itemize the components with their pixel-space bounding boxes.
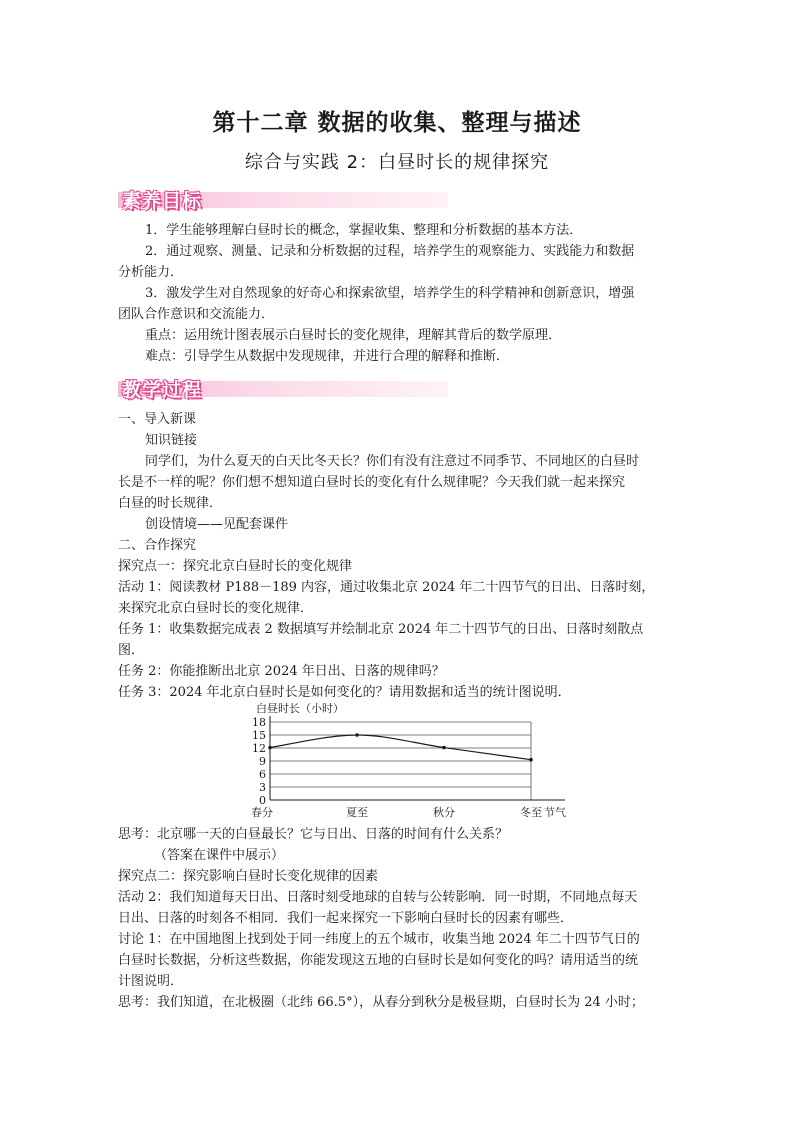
task-1: 任务 1：收集数据完成表 2 数据填写并绘制北京 2024 年二十四节气的日出、日落时刻散点 <box>118 622 644 637</box>
think-question-1: 思考：北京哪一天的白昼最长？它与日出、日落的时间有什么关系？ <box>118 827 509 842</box>
goals-section <box>118 220 678 367</box>
y-axis-label: 白昼时长（小时） <box>256 702 344 715</box>
data-point <box>442 746 446 750</box>
series-line <box>270 735 531 760</box>
process-banner <box>118 375 448 401</box>
daylight-chart <box>225 700 585 825</box>
scenario-note: 创设情境——见配套课件 <box>145 517 289 532</box>
process-banner-label: 教学过程 <box>122 379 203 401</box>
section-heading-explore: 二、合作探究 <box>118 538 197 553</box>
activity-2: 日出、日落的时刻各不相同．我们一起来探究一下影响白昼时长的因素有哪些． <box>118 911 574 926</box>
intro-paragraph: 长是不一样的呢？你们想不想知道白昼时长的变化有什么规律呢？今天我们就一起来探究 <box>118 475 626 490</box>
process-section-top <box>118 409 678 703</box>
data-point <box>355 733 359 737</box>
x-tick-label: 春分 <box>251 806 273 819</box>
chapter-title: 第十二章 数据的收集、整理与描述 <box>212 110 582 136</box>
goal-item: 分析能力． <box>118 265 184 280</box>
process-section-bottom <box>118 824 678 1013</box>
discussion-1: 白昼时长数据，分析这些数据，你能发现这五地的白昼时长是如何变化的吗？请用适当的统 <box>118 953 639 968</box>
difficulty-point: 难点：引导学生从数据中发现规律，并进行合理的解释和推断． <box>145 349 510 364</box>
x-tick-label: 秋分 <box>433 806 455 819</box>
x-tick-label: 冬至 <box>520 806 542 819</box>
chart-labels <box>251 701 566 819</box>
y-tick-label: 18 <box>252 716 266 729</box>
y-tick-label: 9 <box>259 755 266 768</box>
answer-note: （答案在课件中展示） <box>154 848 285 863</box>
y-tick-label: 15 <box>252 729 266 742</box>
explore-point-1: 探究点一：探究北京白昼时长的变化规律 <box>118 559 353 574</box>
goal-item: 团队合作意识和交流能力． <box>118 307 275 322</box>
x-tick-label: 夏至 <box>346 806 368 819</box>
chart-series <box>268 733 533 761</box>
task-3: 任务 3：2024 年北京白昼时长是如何变化的？请用数据和适当的统计图说明． <box>118 685 571 700</box>
goal-item: 1．学生能够理解白昼时长的概念，掌握收集、整理和分析数据的基本方法． <box>145 223 583 238</box>
y-tick-label: 0 <box>259 794 266 807</box>
data-point <box>529 758 533 762</box>
knowledge-link: 知识链接 <box>145 433 198 448</box>
discussion-1: 计图说明． <box>118 974 184 989</box>
goal-item: 3．激发学生对自然现象的好奇心和探索欲望，培养学生的科学精神和创新意识，增强 <box>145 286 635 301</box>
task-2: 任务 2：你能推断出北京 2024 年日出、日落的规律吗？ <box>118 664 445 679</box>
goal-item: 2．通过观察、测量、记录和分析数据的过程，培养学生的观察能力、实践能力和数据 <box>145 244 635 259</box>
intro-paragraph: 白昼的时长规律． <box>118 496 223 511</box>
goals-banner-label: 素养目标 <box>122 190 203 212</box>
discussion-1: 讨论 1：在中国地图上找到处于同一纬度上的五个城市，收集当地 2024 年二十四节气日的 <box>118 932 640 947</box>
chart-grid <box>270 722 531 800</box>
activity-1: 来探究北京白昼时长的变化规律． <box>118 601 314 616</box>
task-1: 图． <box>118 643 145 658</box>
activity-2: 活动 2：我们知道每天日出、日落时刻受地球的自转与公转影响．同一时期，不同地点每天 <box>118 890 638 905</box>
y-tick-label: 12 <box>252 742 266 755</box>
think-question-2: 思考：我们知道，在北极圈（北纬 66.5°），从春分到秋分是极昼期，白昼时长为 24 小时； <box>118 995 644 1010</box>
x-axis-label: 节气 <box>544 806 566 819</box>
data-point <box>268 746 272 750</box>
activity-1: 活动 1：阅读教材 P188－189 内容，通过收集北京 2024 年二十四节气的日出、日落时刻， <box>118 580 655 595</box>
goals-banner <box>118 186 448 212</box>
section-heading-intro: 一、导入新课 <box>118 412 197 427</box>
key-point: 重点：运用统计图表展示白昼时长的变化规律，理解其背后的数学原理． <box>145 328 562 343</box>
y-tick-label: 6 <box>259 768 266 781</box>
explore-point-2: 探究点二：探究影响白昼时长变化规律的因素 <box>118 869 379 884</box>
lesson-subtitle: 综合与实践 2：白昼时长的规律探究 <box>244 152 550 173</box>
y-tick-label: 3 <box>259 781 266 794</box>
intro-paragraph: 同学们，为什么夏天的白天比冬天长？你们有没有注意过不同季节、不同地区的白昼时 <box>145 454 640 469</box>
